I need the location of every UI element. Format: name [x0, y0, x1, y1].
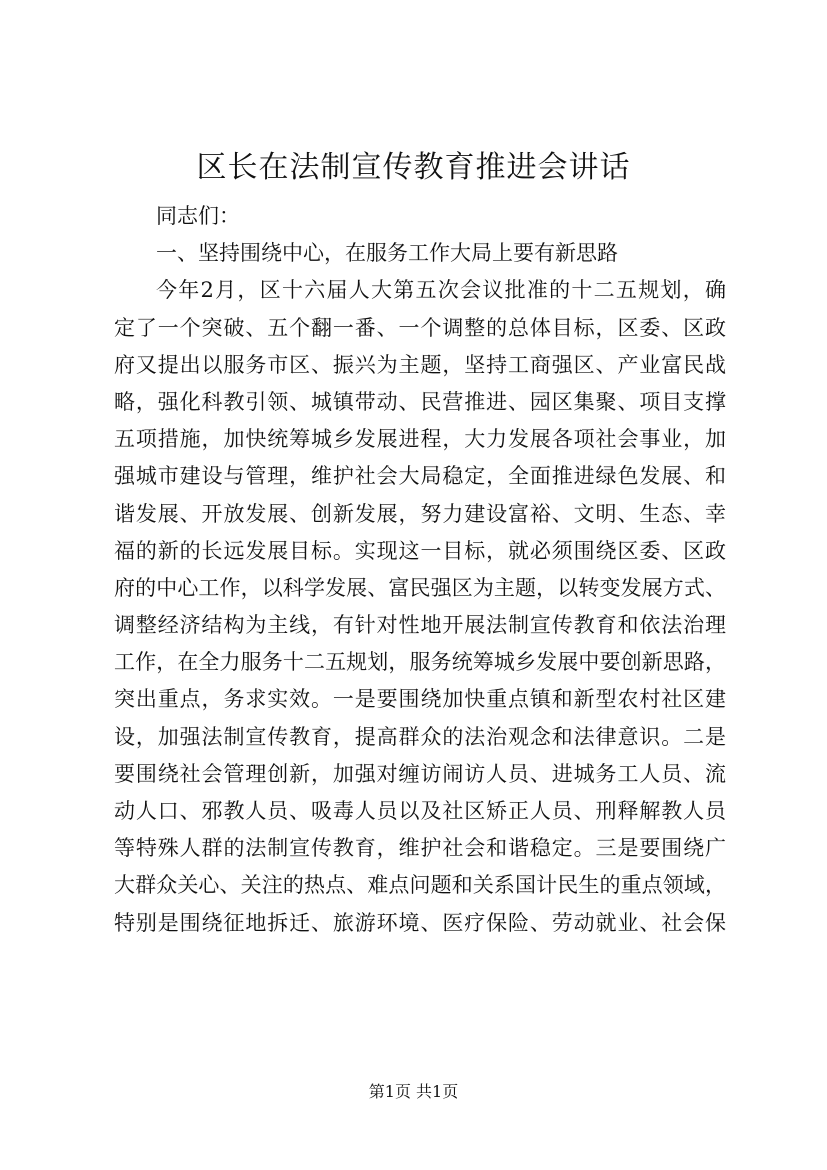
- paragraph-line: 定了一个突破、五个翻一番、一个调整的总体目标，区委、区政: [114, 315, 726, 340]
- document-title: 区长在法制宣传教育推进会讲话: [196, 150, 631, 185]
- paragraph-line: 设，加强法制宣传教育，提高群众的法治观念和法律意识。二是: [114, 724, 726, 749]
- paragraph-line: 突出重点，务求实效。一是要围绕加快重点镇和新型农村社区建: [114, 687, 726, 712]
- page-footer: 第1页 共1页: [368, 1082, 459, 1101]
- section-heading: 一、坚持围绕中心，在服务工作大局上要有新思路: [156, 241, 618, 266]
- paragraph-line: 动人口、邪教人员、吸毒人员以及社区矫正人员、刑释解教人员: [114, 799, 726, 823]
- paragraph-line: 福的新的长远发展目标。实现这一目标，就必须围绕区委、区政: [114, 538, 726, 563]
- greeting-line: 同志们：: [156, 204, 240, 228]
- paragraph-line: 谐发展、开放发展、创新发展，努力建设富裕、文明、生态、幸: [114, 501, 726, 526]
- paragraph-line: 今年2月，区十六届人大第五次会议批准的十二五规划，确: [156, 278, 726, 303]
- paragraph-line: 五项措施，加快统筹城乡发展进程，大力发展各项社会事业，加: [114, 427, 726, 452]
- paragraph-line: 特别是围绕征地拆迁、旅游环境、医疗保险、劳动就业、社会保: [114, 910, 726, 935]
- paragraph-line: 要围绕社会管理创新，加强对缠访闹访人员、进城务工人员、流: [114, 761, 726, 786]
- paragraph-line: 府的中心工作，以科学发展、富民强区为主题，以转变发展方式、: [114, 575, 726, 600]
- document-body: [114, 198, 726, 942]
- paragraph: [114, 272, 726, 941]
- paragraph-line: 大群众关心、关注的热点、难点问题和关系国计民生的重点领域，: [114, 873, 726, 898]
- paragraph-line: 强城市建设与管理，维护社会大局稳定，全面推进绿色发展、和: [114, 464, 726, 489]
- paragraph-line: 调整经济结构为主线，有针对性地开展法制宣传教育和依法治理: [114, 613, 726, 638]
- paragraph-line: 工作，在全力服务十二五规划，服务统筹城乡发展中要创新思路，: [114, 650, 726, 675]
- paragraph-line: 略，强化科教引领、城镇带动、民营推进、园区集聚、项目支撑: [114, 389, 726, 414]
- paragraph-line: 等特殊人群的法制宣传教育，维护社会和谐稳定。三是要围绕广: [114, 836, 726, 861]
- paragraph-line: 府又提出以服务市区、振兴为主题，坚持工商强区、产业富民战: [114, 352, 726, 377]
